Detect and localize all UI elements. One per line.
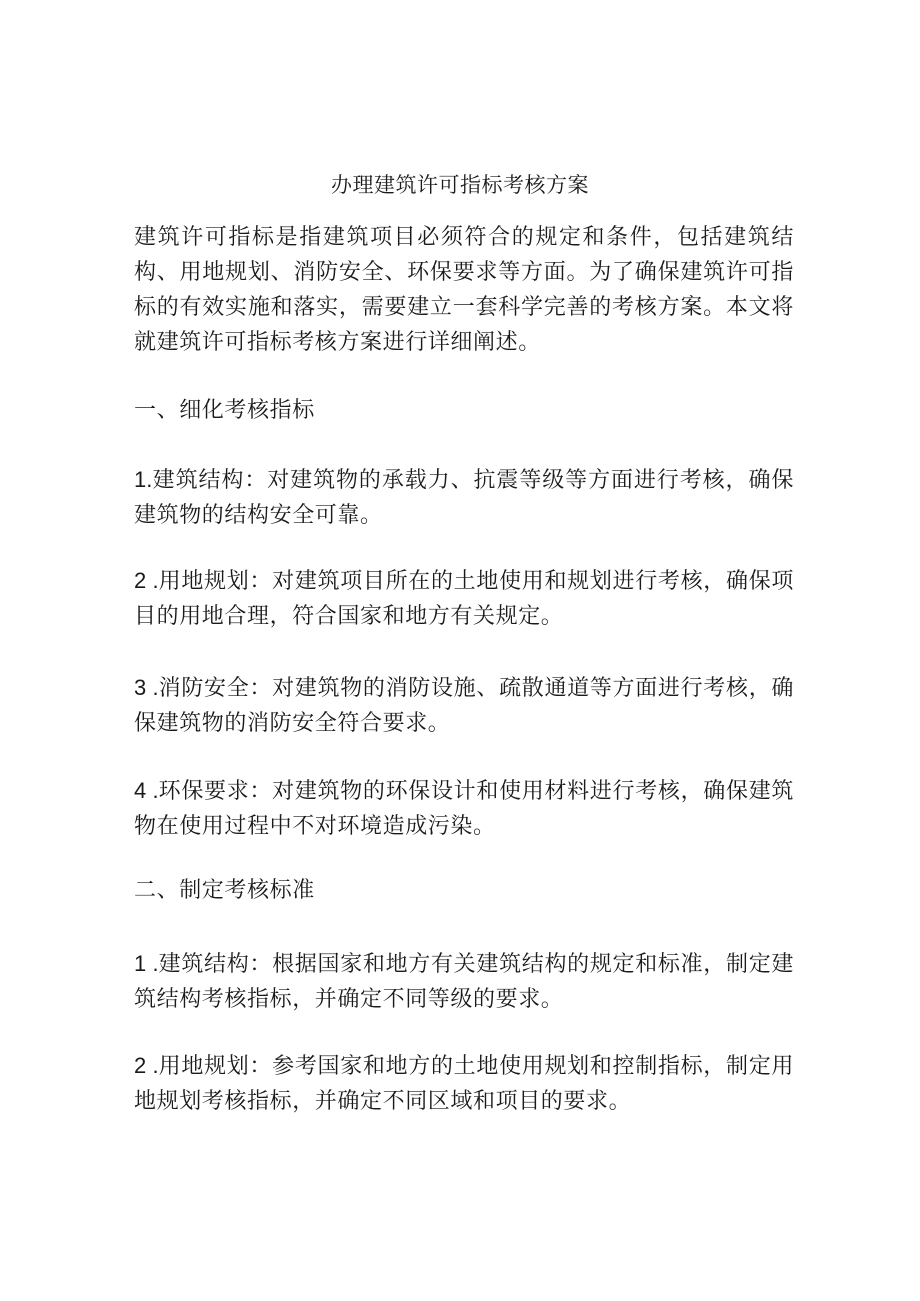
list-item-number: 3 . [134,675,159,700]
list-item [134,563,794,634]
document-title: 办理建筑许可指标考核方案 [331,173,589,197]
list-item-text: 用地规划：对建筑项目所在的土地使用和规划进行考核，确保项目的用地合理，符合国家和地方有关规定。 [134,569,794,629]
intro-paragraph: 建筑许可指标是指建筑项目必须符合的规定和条件，包括建筑结构、用地规划、消防安全、环保要求等方面。为了确保建筑许可指标的有效实施和落实，需要建立一套科学完善的考核方案。本文将就建筑许可指标考核方案进行详细阐述。 [134,225,794,355]
list-item-number: 4 . [134,778,159,803]
list-item-text: 用地规划：参考国家和地方的土地使用规划和控制指标，制定用地规划考核指标，并确定不同区域和项目的要求。 [134,1054,794,1114]
list-item [134,670,794,741]
section-heading-2: 二、制定考核标准 [134,878,315,903]
list-item [134,1048,794,1119]
list-item-text: 建筑结构：根据国家和地方有关建筑结构的规定和标准，制定建筑结构考核指标，并确定不同等级的要求。 [134,952,794,1012]
list-item-number: 1. [134,467,153,492]
list-item-number: 1 . [134,951,159,976]
list-item-number: 2 . [134,1053,159,1078]
list-item-text: 建筑结构：对建筑物的承载力、抗震等级等方面进行考核，确保建筑物的结构安全可靠。 [134,468,794,528]
list-item-text: 环保要求：对建筑物的环保设计和使用材料进行考核，确保建筑物在使用过程中不对环境造成污染。 [134,779,794,839]
list-item-text: 消防安全：对建筑物的消防设施、疏散通道等方面进行考核，确保建筑物的消防安全符合要求。 [134,676,794,736]
list-item [134,946,794,1017]
section-heading-1: 一、细化考核指标 [134,398,315,423]
list-item-number: 2 . [134,568,159,593]
list-item [134,773,794,844]
list-item [134,462,794,533]
